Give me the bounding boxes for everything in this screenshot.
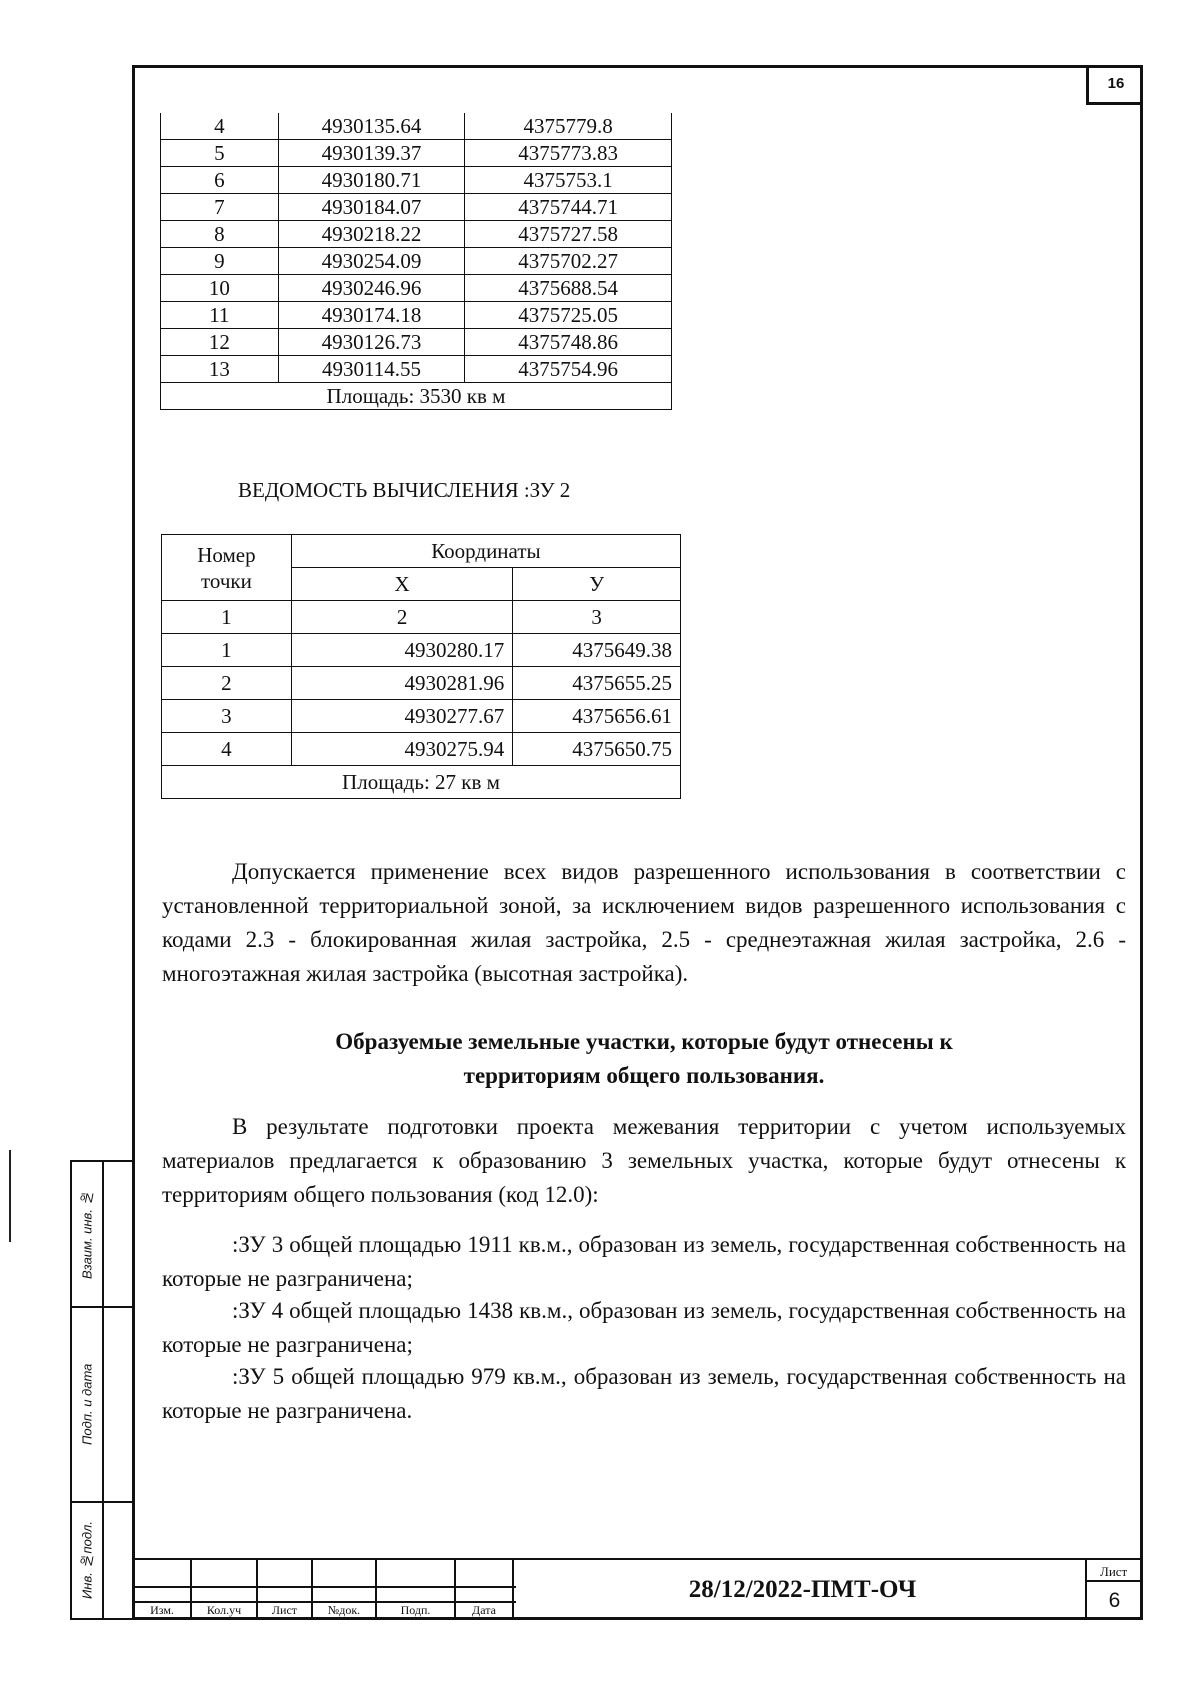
table-cell: 4930114.55: [278, 356, 465, 383]
paragraph-zu5: :ЗУ 5 общей площадью 979 кв.м., образован из земель, государственная собственность на которые не разграничена.: [162, 1364, 1126, 1423]
table-row: [161, 194, 672, 221]
title-label-podp: Подп.: [400, 1603, 431, 1617]
title-label-izm: Изм.: [150, 1603, 174, 1617]
table-cell: 4375727.58: [465, 221, 672, 248]
table-row: [161, 275, 672, 302]
area-row: [162, 766, 681, 799]
coordinates-table-zu1: [160, 113, 672, 410]
side-label-vzaim: Взаим. инв. №: [79, 1190, 95, 1280]
table-cell: 4930174.18: [278, 302, 465, 329]
table-row: [162, 634, 681, 667]
title-label-koluch: Кол.уч: [206, 1603, 242, 1617]
table-cell: 4930218.22: [278, 221, 465, 248]
table-cell: 6: [161, 167, 279, 194]
table-row: [162, 733, 681, 766]
table-cell: 4375650.75: [513, 733, 681, 766]
table-cell: 4375744.71: [465, 194, 672, 221]
table-row: [161, 140, 672, 167]
side-label-inv: Инв. №подл.: [79, 1521, 95, 1600]
table-row: [161, 167, 672, 194]
paragraph-zu3: :ЗУ 3 общей площадью 1911 кв.м., образован из земель, государственная собственность на которые не разграничена;: [162, 1232, 1126, 1291]
table-cell: 4375656.61: [513, 700, 681, 733]
table-cell: 4930126.73: [278, 329, 465, 356]
sheet-label: Лист: [1100, 1564, 1128, 1579]
table-cell: 4930180.71: [278, 167, 465, 194]
table-cell: 4: [162, 733, 292, 766]
table-row: [161, 302, 672, 329]
table-cell: 4375773.83: [465, 140, 672, 167]
title-label-ndok: №док.: [327, 1603, 361, 1617]
table-cell: 4375702.27: [465, 248, 672, 275]
table-cell: 4: [161, 113, 279, 140]
index-cell: 3: [513, 601, 681, 634]
table-cell: 4375748.86: [465, 329, 672, 356]
table-cell: 13: [161, 356, 279, 383]
sheet-number: 6: [1108, 1589, 1121, 1612]
table-cell: 4375754.96: [465, 356, 672, 383]
table-cell: 4930281.96: [291, 667, 512, 700]
title-label-list: Лист: [271, 1603, 298, 1617]
side-label-podp: Подп. и дата: [79, 1363, 95, 1446]
table-cell: 4930277.67: [291, 700, 512, 733]
table-row: [161, 356, 672, 383]
table-cell: 8: [161, 221, 279, 248]
table-cell: 3: [162, 700, 292, 733]
paragraph-intro: В результате подготовки проекта межевания территории с учетом используемых материалов предлагается к образованию 3 земельных участка, которые будут отнесены к территориям общего пользования (код 12.0):: [162, 1114, 1126, 1207]
header-coordinates: Координаты: [291, 535, 680, 568]
table-cell: 1: [162, 634, 292, 667]
table-row: [161, 221, 672, 248]
statement-heading: ВЕДОМОСТЬ ВЫЧИСЛЕНИЯ :ЗУ 2: [238, 478, 571, 502]
index-cell: 2: [291, 601, 512, 634]
table-cell: 4930135.64: [278, 113, 465, 140]
table-cell: 4930275.94: [291, 733, 512, 766]
table-cell: 2: [162, 667, 292, 700]
table-cell: 4930184.07: [278, 194, 465, 221]
coordinates-table-zu2: [161, 534, 681, 799]
table-cell: 4375753.1: [465, 167, 672, 194]
area-cell: Площадь: 3530 кв м: [161, 383, 672, 410]
title-label-data: Дата: [472, 1603, 496, 1617]
section-heading: Образуемые земельные участки, которые будут отнесены к территориям общего пользования.: [335, 1029, 953, 1088]
table-cell: 11: [161, 302, 279, 329]
page-number: 16: [1086, 65, 1143, 105]
header-point-number: Номер точки: [162, 535, 292, 601]
index-cell: 1: [162, 601, 292, 634]
side-cell-podp: [72, 1308, 133, 1503]
table-row: [161, 329, 672, 356]
table-row: [162, 700, 681, 733]
table-cell: 4375649.38: [513, 634, 681, 667]
side-stamp: [70, 1160, 135, 1620]
paragraph-permitted-use: Допускается применение всех видов разрешенного использования в соответствии с установленной территориальной зоной, за исключением видов разрешенного использования с кодами 2.3 - блокированная жилая застройка, 2.5 - среднеэтажная жилая застройка, 2.6 - многоэтажная жилая застройка (высотная застройка).: [162, 859, 1126, 986]
document-code: 28/12/2022-ПМТ-ОЧ: [688, 1576, 917, 1603]
table-cell: 10: [161, 275, 279, 302]
side-cell-vzaim: [72, 1162, 133, 1308]
table-cell: 4930254.09: [278, 248, 465, 275]
table-row: [161, 113, 672, 140]
paragraph-zu4: :ЗУ 4 общей площадью 1438 кв.м., образован из земель, государственная собственность на которые не разграничена;: [162, 1298, 1126, 1357]
table-cell: 4930246.96: [278, 275, 465, 302]
table-cell: 4375688.54: [465, 275, 672, 302]
header-y: У: [513, 568, 681, 601]
table-cell: 4930139.37: [278, 140, 465, 167]
area-row: [161, 383, 672, 410]
table-cell: 12: [161, 329, 279, 356]
table-row: [161, 248, 672, 275]
table-cell: 4375725.05: [465, 302, 672, 329]
side-cell-inv: [72, 1503, 133, 1618]
table-cell: 7: [161, 194, 279, 221]
table-cell: 4375655.25: [513, 667, 681, 700]
table-cell: 5: [161, 140, 279, 167]
header-x: X: [291, 568, 512, 601]
area-cell: Площадь: 27 кв м: [162, 766, 681, 799]
scan-artifact-line: [9, 1150, 11, 1242]
table-cell: 4375779.8: [465, 113, 672, 140]
table-cell: 9: [161, 248, 279, 275]
table-row: [162, 667, 681, 700]
table-cell: 4930280.17: [291, 634, 512, 667]
